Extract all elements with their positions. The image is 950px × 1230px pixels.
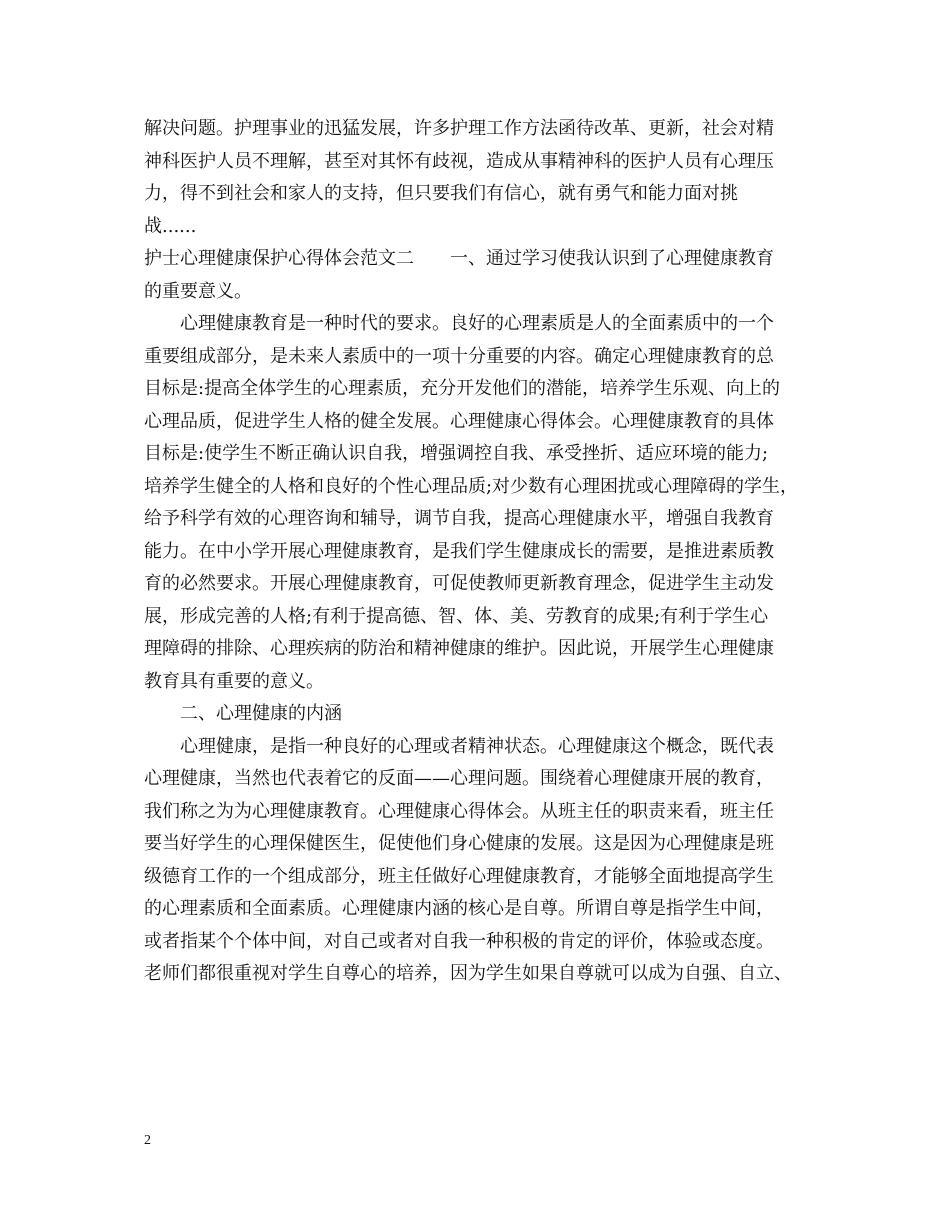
- text-line: 培养学生健全的人格和良好的个性心理品质;对少数有心理困扰或心理障碍的学生，: [144, 475, 799, 497]
- text-line: 心理健康，当然也代表着它的反面——心理问题。围绕着心理健康开展的教育，: [144, 768, 774, 789]
- paragraph-start-line: 心理健康教育是一种时代的要求。良好的心理素质是人的全面素质中的一个: [180, 313, 774, 334]
- text-line: 育的必然要求。开展心理健康教育，可促使教师更新教育理念，促进学生主动发: [144, 573, 774, 594]
- section-heading: 二、心理健康的内涵: [180, 703, 342, 724]
- text-line: 的重要意义。: [144, 280, 252, 302]
- document-body: [144, 113, 824, 991]
- text-line: 目标是:提高全体学生的心理素质，充分开发他们的潜能，培养学生乐观、向上的: [144, 378, 781, 399]
- text-line: 目标是:使学生不断正确认识自我，增强调控自我、承受挫折、适应环境的能力;: [144, 443, 769, 464]
- text-line: 神科医护人员不理解，甚至对其怀有歧视，造成从事精神科的医护人员有心理压: [144, 150, 774, 172]
- page-number: 2: [144, 1133, 151, 1148]
- text-line: 给予科学有效的心理咨询和辅导，调节自我，提高心理健康水平，增强自我教育: [144, 508, 774, 529]
- text-line: 理障碍的排除、心理疾病的防治和精神健康的维护。因此说，开展学生心理健康: [144, 638, 774, 659]
- text-line: 心理品质，促进学生人格的健全发展。心理健康心得体会。心理健康教育的具体: [144, 410, 774, 432]
- text-line: 力，得不到社会和家人的支持，但只要我们有信心，就有勇气和能力面对挑: [144, 183, 738, 204]
- text-line: 要当好学生的心理保健医生，促使他们身心健康的发展。这是因为心理健康是班: [144, 833, 774, 854]
- text-line: 教育具有重要的意义。: [144, 670, 324, 692]
- section-title-line: 护士心理健康保护心得体会范文二 一、通过学习使我认识到了心理健康教育: [144, 248, 774, 269]
- text-line: 能力。在中小学开展心理健康教育，是我们学生健康成长的需要，是推进素质教: [144, 540, 774, 562]
- text-line: 展，形成完善的人格;有利于提高德、智、体、美、劳教育的成果;有利于学生心: [144, 605, 769, 627]
- paragraph-start-line: 心理健康，是指一种良好的心理或者精神状态。心理健康这个概念，既代表: [180, 735, 774, 757]
- text-line: 解决问题。护理事业的迅猛发展，许多护理工作方法函待改革、更新，社会对精: [144, 118, 774, 139]
- text-line: 战......: [144, 215, 197, 237]
- text-line: 或者指某个个体中间，对自己或者对自我一种积极的肯定的评价，体验或态度。: [144, 930, 774, 952]
- text-line: 的心理素质和全面素质。心理健康内涵的核心是自尊。所谓自尊是指学生中间，: [144, 898, 774, 919]
- text-line: 老师们都很重视对学生自尊心的培养，因为学生如果自尊就可以成为自强、自立、: [144, 963, 792, 984]
- text-line: 级德育工作的一个组成部分，班主任做好心理健康教育，才能够全面地提高学生: [144, 865, 774, 887]
- text-line: 我们称之为为心理健康教育。心理健康心得体会。从班主任的职责来看，班主任: [144, 800, 774, 822]
- text-line: 重要组成部分，是未来人素质中的一项十分重要的内容。确定心理健康教育的总: [144, 345, 774, 367]
